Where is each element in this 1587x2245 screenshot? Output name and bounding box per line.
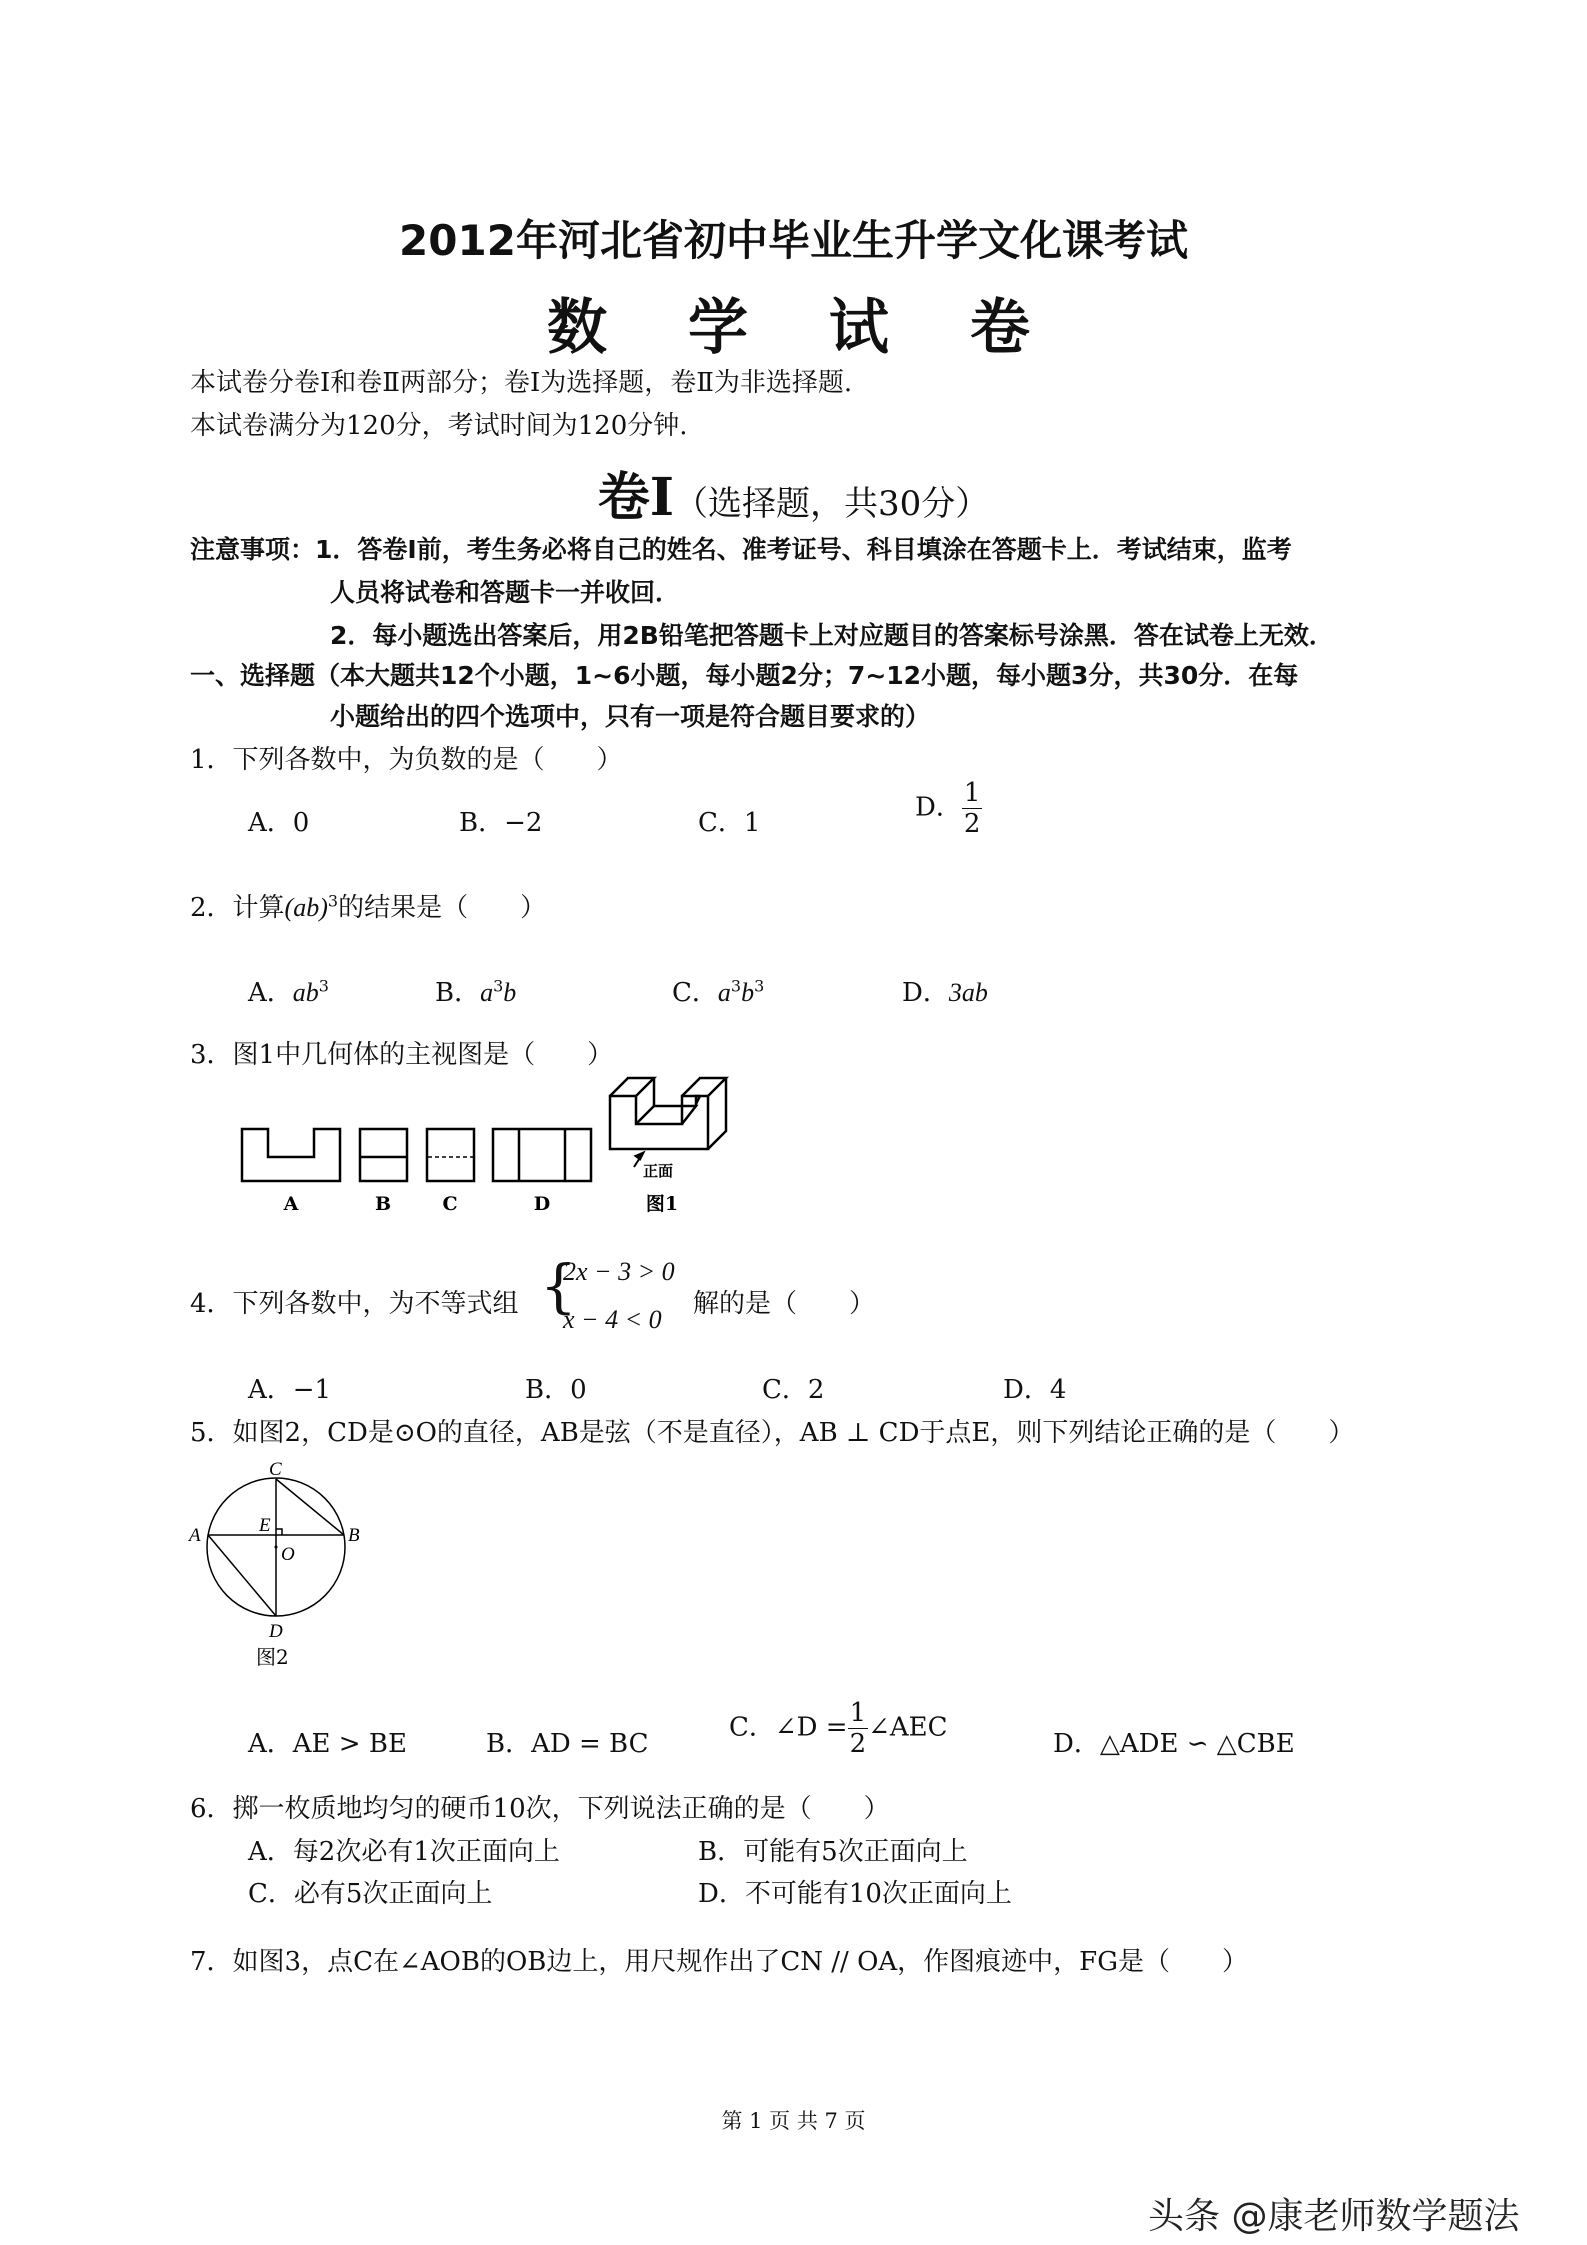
q4-option-d: D．4 <box>1003 1375 1067 1405</box>
notes-line-1 <box>190 530 1292 566</box>
opt-c-a: C．∠D = <box>729 1712 848 1743</box>
opt-sup: 3 <box>493 976 504 996</box>
q7-stem: 7．如图3，点C在∠AOB的OB边上，用尺规作出了CN // OA，作图痕迹中，FG是（ ） <box>190 1947 1248 1977</box>
denominator: 2 <box>849 1729 867 1759</box>
q2-stem-a: 2．计算 <box>190 893 285 923</box>
q2-option-a <box>248 972 329 1009</box>
figure-2-circle <box>180 1450 380 1690</box>
part1-heading <box>0 455 1587 530</box>
numerator: 1 <box>963 778 981 808</box>
watermark: 头条 @康老师数学题法 <box>1148 2196 1520 2237</box>
figure-2-caption: 图2 <box>256 1645 289 1669</box>
q3-stem: 3．图1中几何体的主视图是（ ） <box>190 1040 614 1070</box>
label-a: A <box>283 1193 299 1215</box>
exam-title: 2012年河北省初中毕业生升学文化课考试 <box>399 216 1188 265</box>
q4-stem-b: 解的是（ ） <box>693 1289 876 1319</box>
point-d: D <box>269 1621 283 1642</box>
q1-option-a: A．0 <box>248 808 310 838</box>
exam-subtitle: 数 学 试 卷 <box>547 293 1040 363</box>
opt-expr: ab <box>292 978 319 1007</box>
part1-title: 卷Ⅰ <box>597 467 675 528</box>
opt-label: D． <box>902 978 949 1008</box>
opt-tail: b <box>503 978 517 1007</box>
q4-option-c: C．2 <box>762 1375 825 1405</box>
point-a: A <box>189 1525 201 1546</box>
label-b: B <box>374 1193 392 1215</box>
fraction <box>848 1700 869 1757</box>
point-o: O <box>281 1544 295 1565</box>
figure-1-caption: 图1 <box>645 1193 679 1215</box>
q4-option-b: B．0 <box>525 1375 587 1405</box>
option-d-shape <box>493 1129 591 1181</box>
denominator: 2 <box>963 809 981 839</box>
fraction <box>962 780 983 837</box>
opt-sup: 3 <box>318 976 329 996</box>
q1-option-c: C．1 <box>698 808 761 838</box>
note-1-cont: 人员将试卷和答题卡一并收回． <box>330 578 681 607</box>
section-heading-cont: 小题给出的四个选项中，只有一项是符合题目要求的） <box>330 702 931 731</box>
q3-figures <box>230 1070 910 1240</box>
label-c: C <box>442 1193 458 1215</box>
brace: { <box>540 1252 577 1320</box>
point-c: C <box>269 1459 282 1480</box>
q2-stem <box>190 887 546 924</box>
q5-stem: 5．如图2，CD是⊙O的直径，AB是弦（不是直径），AB ⊥ CD于点E，则下列结论正确的是（ ） <box>190 1418 1355 1448</box>
q1-option-b: B．−2 <box>459 808 543 838</box>
q6-option-d: D．不可能有10次正面向上 <box>698 1879 1012 1909</box>
q6-option-a: A．每2次必有1次正面向上 <box>248 1837 560 1867</box>
q4-option-a: A．−1 <box>248 1375 332 1405</box>
q2-sup: 3 <box>327 891 339 911</box>
inequality-2: x − 4 < 0 <box>563 1305 662 1334</box>
q2-expr: (ab) <box>284 893 328 922</box>
numerator: 1 <box>849 1698 867 1728</box>
note-1: 1．答卷Ⅰ前，考生务必将自己的姓名、准考证号、科目填涂在答题卡上．考试结束，监考 <box>315 535 1292 564</box>
note-2: 2．每小题选出答案后，用2B铅笔把答题卡上对应题目的答案标号涂黑．答在试卷上无效． <box>330 621 1334 650</box>
q4-stem-a: 4．下列各数中，为不等式组 <box>190 1289 519 1319</box>
intro-line-2: 本试卷满分为120分，考试时间为120分钟. <box>190 411 688 441</box>
part1-subtitle: （选择题，共30分） <box>674 484 990 524</box>
option-a-shape <box>242 1129 340 1181</box>
opt-c-b: ∠AEC <box>868 1712 948 1743</box>
q5-option-c <box>729 1700 948 1757</box>
point-b: B <box>348 1525 360 1546</box>
opt-label: C． <box>672 978 718 1008</box>
label-d: D <box>533 1193 551 1215</box>
q2-option-d <box>902 972 988 1009</box>
q6-option-c: C．必有5次正面向上 <box>248 1879 493 1909</box>
opt-expr: 3ab <box>948 978 988 1007</box>
opt-label: A． <box>248 978 293 1008</box>
q2-option-c <box>672 972 764 1009</box>
q5-option-d: D．△ADE ∽ △CBE <box>1053 1729 1295 1759</box>
opt-label: B． <box>435 978 481 1008</box>
figure-1-solid <box>610 1078 726 1149</box>
point-e: E <box>259 1515 271 1536</box>
opt-sup: 3 <box>754 976 765 996</box>
page-footer: 第 1 页 共 7 页 <box>721 2109 866 2133</box>
q1-stem: 1．下列各数中，为负数的是（ ） <box>190 745 623 775</box>
q6-option-b: B．可能有5次正面向上 <box>698 1837 968 1867</box>
opt-expr: a <box>717 978 731 1007</box>
opt-sup: 3 <box>730 976 742 996</box>
q5-option-a: A．AE > BE <box>248 1729 407 1759</box>
q5-option-b: B．AD = BC <box>486 1729 649 1759</box>
opt-tail: b <box>741 978 755 1007</box>
option-b-shape <box>360 1129 407 1181</box>
q2-option-b <box>435 972 516 1009</box>
intro-line-1: 本试卷分卷Ⅰ和卷Ⅱ两部分；卷Ⅰ为选择题，卷Ⅱ为非选择题. <box>190 368 853 398</box>
option-c-shape <box>427 1129 474 1181</box>
notes-label: 注意事项： <box>190 535 316 564</box>
front-label: 正面 <box>642 1162 674 1180</box>
opt-expr: a <box>480 978 494 1007</box>
q6-stem: 6．掷一枚质地均匀的硬币10次，下列说法正确的是（ ） <box>190 1794 890 1824</box>
q2-stem-b: 的结果是（ ） <box>338 893 547 923</box>
q1-option-d-label: D． <box>915 792 962 823</box>
q1-option-d <box>915 780 982 837</box>
inequality-1: 2x − 3 > 0 <box>563 1257 675 1286</box>
section-heading: 一、选择题（本大题共12个小题，1~6小题，每小题2分；7~12小题，每小题3分，共30分．在每 <box>190 661 1299 690</box>
